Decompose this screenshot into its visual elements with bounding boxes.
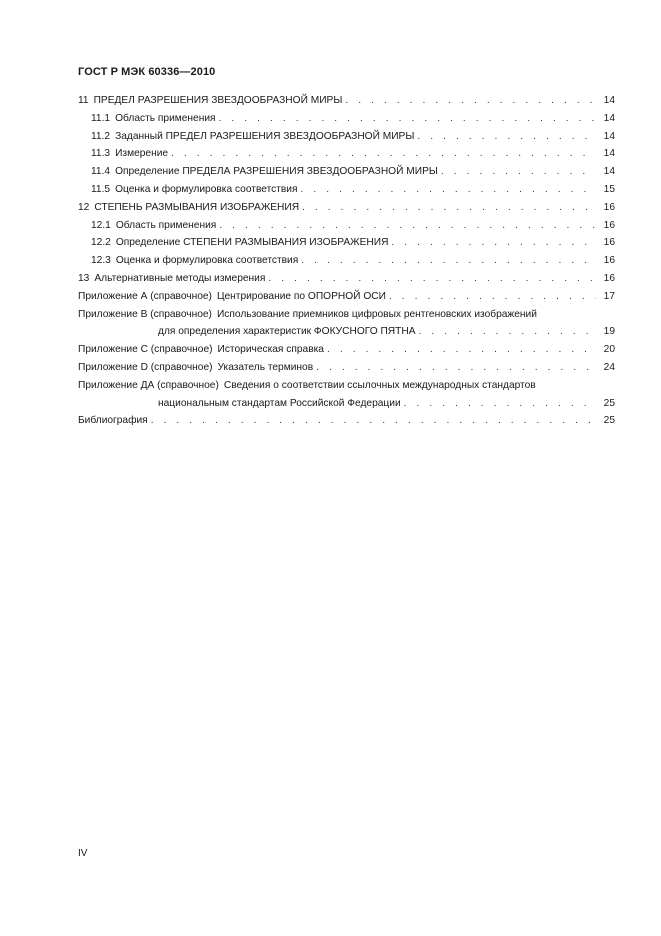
toc-title: Измерение xyxy=(115,148,169,160)
toc-entry-12-1 xyxy=(78,217,615,235)
toc-page: 17 xyxy=(603,290,615,302)
toc-page: 14 xyxy=(603,148,615,160)
toc-leader-dots xyxy=(345,92,596,110)
toc-number: Приложение В (справочное) xyxy=(78,308,212,320)
toc-title: национальным стандартам Российской Федерации xyxy=(158,397,401,409)
toc-title: Область применения xyxy=(115,112,216,124)
toc-number: 12.3 xyxy=(91,255,111,267)
toc-number: Приложение D (справочное) xyxy=(78,361,213,373)
toc-number: 11 xyxy=(78,95,89,106)
toc-page: 25 xyxy=(603,415,615,427)
toc-title: СТЕПЕНЬ РАЗМЫВАНИЯ ИЗОБРАЖЕНИЯ xyxy=(94,201,300,213)
toc-page: 15 xyxy=(603,183,615,195)
toc-leader-dots xyxy=(151,412,596,430)
toc-number: 12.1 xyxy=(91,219,111,231)
toc-page: 14 xyxy=(603,130,615,142)
toc-page: 14 xyxy=(603,166,615,178)
toc-title: Определение СТЕПЕНИ РАЗМЫВАНИЯ ИЗОБРАЖЕНИЯ xyxy=(115,237,389,249)
toc-page: 16 xyxy=(603,237,615,249)
toc-title: ПРЕДЕЛ РАЗРЕШЕНИЯ ЗВЕЗДООБРАЗНОЙ МИРЫ xyxy=(93,95,343,106)
toc-page: 25 xyxy=(603,397,615,409)
toc-leader-dots xyxy=(301,252,596,270)
toc-page: 14 xyxy=(603,95,615,106)
toc-number: Приложение А (справочное) xyxy=(78,290,212,302)
toc-title: Использование приемников цифровых рентгеновских изображений xyxy=(216,308,537,320)
toc-number: Приложение С (справочное) xyxy=(78,344,213,356)
toc-title: Оценка и формулировка соответствия xyxy=(115,183,298,195)
toc-entry-appendix-da xyxy=(78,377,615,395)
toc-page: 16 xyxy=(603,255,615,267)
toc-page: 14 xyxy=(603,112,615,124)
toc-entry-12 xyxy=(78,199,615,217)
toc-entry-bibliography xyxy=(78,412,615,430)
toc-entry-appendix-b xyxy=(78,306,615,324)
toc-title: Оценка и формулировка соответствия xyxy=(115,255,299,267)
toc-entry-11-1 xyxy=(78,110,615,128)
toc-page: 16 xyxy=(603,201,615,213)
toc-page: 20 xyxy=(603,344,615,356)
toc-leader-dots xyxy=(171,145,596,163)
toc-entry-11-4 xyxy=(78,163,615,181)
toc-entry-11-2 xyxy=(78,128,615,146)
toc-entry-appendix-d xyxy=(78,359,615,377)
toc-entry-appendix-da-cont xyxy=(78,395,615,413)
toc-leader-dots xyxy=(417,128,596,146)
toc-entry-11 xyxy=(78,92,615,110)
toc-title: Центрирование по ОПОРНОЙ ОСИ xyxy=(216,290,386,302)
toc-title: Область применения xyxy=(115,219,217,231)
toc-leader-dots xyxy=(327,341,596,359)
toc-number: 11.2 xyxy=(91,130,111,142)
toc-leader-dots xyxy=(391,234,596,252)
document-header: ГОСТ Р МЭК 60336—2010 xyxy=(78,66,216,78)
toc-page: 24 xyxy=(603,361,615,373)
toc-title: Сведения о соответствии ссылочных международных стандартов xyxy=(223,379,536,391)
toc-page: 19 xyxy=(603,326,615,338)
toc-number: Приложение ДА (справочное) xyxy=(78,379,219,391)
toc-number: 12 xyxy=(78,201,90,213)
page-number: IV xyxy=(78,848,88,859)
toc-entry-appendix-a xyxy=(78,288,615,306)
toc-page: 16 xyxy=(603,219,615,231)
toc-entry-appendix-c xyxy=(78,341,615,359)
toc-title: Библиография xyxy=(78,415,148,427)
toc-entry-appendix-b-cont xyxy=(78,323,615,341)
toc-entry-12-2 xyxy=(78,234,615,252)
toc-leader-dots xyxy=(219,217,596,235)
toc-entry-11-5 xyxy=(78,181,615,199)
toc-number: 12.2 xyxy=(91,237,111,249)
toc-title: Альтернативные методы измерения xyxy=(94,272,266,284)
toc-title: Историческая справка xyxy=(217,344,324,356)
toc-number: 11.3 xyxy=(91,148,111,160)
toc-title: Определение ПРЕДЕЛА РАЗРЕШЕНИЯ ЗВЕЗДООБРАЗНОЙ МИРЫ xyxy=(115,166,438,178)
toc-number: 11.5 xyxy=(91,183,111,195)
toc-leader-dots xyxy=(302,199,596,217)
toc-entry-11-3 xyxy=(78,145,615,163)
table-of-contents xyxy=(78,92,615,430)
toc-entry-12-3 xyxy=(78,252,615,270)
toc-number: 11.4 xyxy=(91,166,111,178)
toc-leader-dots xyxy=(268,270,596,288)
toc-page: 16 xyxy=(603,272,615,284)
toc-number: 13 xyxy=(78,272,90,284)
toc-leader-dots xyxy=(404,395,596,413)
toc-title: для определения характеристик ФОКУСНОГО ПЯТНА xyxy=(158,326,416,338)
toc-leader-dots xyxy=(389,288,596,306)
toc-leader-dots xyxy=(419,323,596,341)
toc-leader-dots xyxy=(441,163,596,181)
toc-title: Заданный ПРЕДЕЛ РАЗРЕШЕНИЯ ЗВЕЗДООБРАЗНОЙ МИРЫ xyxy=(115,130,415,142)
toc-title: Указатель терминов xyxy=(217,361,314,373)
toc-leader-dots xyxy=(219,110,596,128)
toc-leader-dots xyxy=(316,359,596,377)
toc-entry-13 xyxy=(78,270,615,288)
toc-leader-dots xyxy=(301,181,596,199)
toc-number: 11.1 xyxy=(91,112,111,124)
